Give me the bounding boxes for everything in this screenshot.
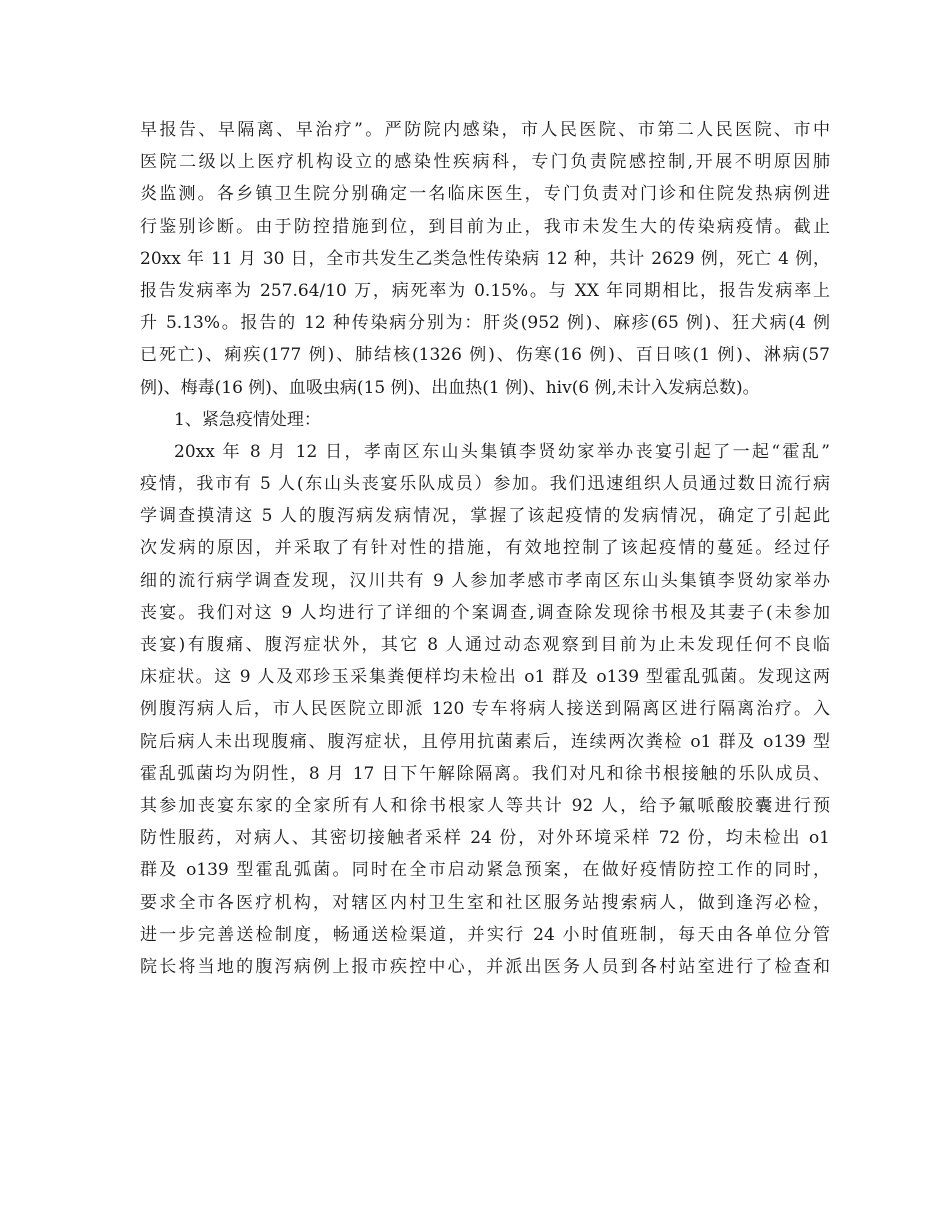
paragraph-epidemic-summary	[140, 114, 830, 404]
text-line: 院长将当地的腹泻病例上报市疾控中心，并派出医务人员到各村站室进行了检查和	[140, 956, 830, 977]
text-line: 丧宴)有腹痛、腹泻症状外，其它 8 人通过动态观察到目前为止未发现任何不良临	[140, 635, 830, 655]
text-line: 例腹泻病人后，市人民医院立即派 120 专车将病人接送到隔离区进行隔离治疗。入	[140, 699, 830, 720]
section-heading: 1、紧急疫情处理：	[174, 409, 321, 430]
text-line: 霍乱弧菌均为阴性，8 月 17 日下午解除隔离。我们对凡和徐书根接触的乐队成员、	[140, 763, 830, 784]
text-line: 行鉴别诊断。由于防控措施到位，到目前为止，我市未发生大的传染病疫情。截止	[140, 216, 830, 237]
text-line: 医院二级以上医疗机构设立的感染性疾病科，专门负责院感控制,开展不明原因肺	[140, 152, 830, 173]
text-line: 院后病人未出现腹痛、腹泻症状，且停用抗菌素后，连续两次粪检 o1 群及 o139 型	[140, 731, 830, 752]
text-line: 例)、梅毒(16 例)、血吸虫病(15 例)、出血热(1 例)、hiv(6 例,未计入发病总数)。	[140, 377, 760, 398]
document-body	[140, 114, 830, 983]
text-line: 已死亡)、痢疾(177 例)、肺结核(1326 例)、伤寒(16 例)、百日咳(1 例)、淋病(57	[140, 345, 830, 366]
text-line: 防性服药，对病人、其密切接触者采样 24 份，对外环境采样 72 份，均未检出 o1	[140, 828, 830, 849]
text-line: 丧宴。我们对这 9 人均进行了详细的个案调查,调查除发现徐书根及其妻子(未参加	[140, 602, 830, 623]
text-line: 进一步完善送检制度，畅通送检渠道，并实行 24 小时值班制，每天由各单位分管	[140, 924, 830, 945]
text-line: 疫情，我市有 5 人(东山头丧宴乐队成员）参加。我们迅速组织人员通过数日流行病	[140, 474, 830, 495]
text-line: 升 5.13%。报告的 12 种传染病分别为：肝炎(952 例)、麻疹(65 例)、狂犬病(4 例	[140, 313, 830, 334]
text-line: 其参加丧宴东家的全家所有人和徐书根家人等共计 92 人，给予氟哌酸胶囊进行预	[140, 795, 830, 816]
text-line: 床症状。这 9 人及邓珍玉采集粪便样均未检出 o1 群及 o139 型霍乱弧菌。发现这两	[140, 667, 830, 688]
paragraph-emergency-handling	[140, 436, 830, 983]
text-line: 报告发病率为 257.64/10 万，病死率为 0.15%。与 XX 年同期相比，报告发病率上	[140, 280, 830, 301]
text-line: 炎监测。各乡镇卫生院分别确定一名临床医生，专门负责对门诊和住院发热病例进	[140, 184, 830, 205]
text-line: 次发病的原因，并采取了有针对性的措施，有效地控制了该起疫情的蔓延。经过仔	[140, 538, 830, 559]
text-line: 群及 o139 型霍乱弧菌。同时在全市启动紧急预案，在做好疫情防控工作的同时，	[140, 860, 830, 881]
text-line: 20xx 年 11 月 30 日，全市共发生乙类急性传染病 12 种，共计 2629 例，死亡 4 例，	[140, 248, 830, 269]
text-line: 细的流行病学调查发现，汉川共有 9 人参加孝感市孝南区东山头集镇李贤幼家举办	[140, 570, 830, 591]
text-line: 早报告、早隔离、早治疗”。严防院内感染，市人民医院、市第二人民医院、市中	[140, 120, 830, 140]
text-line: 学调查摸清这 5 人的腹泻病发病情况，掌握了该起疫情的发病情况，确定了引起此	[140, 506, 830, 527]
text-line: 要求全市各医疗机构，对辖区内村卫生室和社区服务站搜索病人，做到逢泻必检，	[140, 892, 830, 913]
text-line: 20xx 年 8 月 12 日，孝南区东山头集镇李贤幼家举办丧宴引起了一起“霍乱”	[174, 441, 830, 462]
